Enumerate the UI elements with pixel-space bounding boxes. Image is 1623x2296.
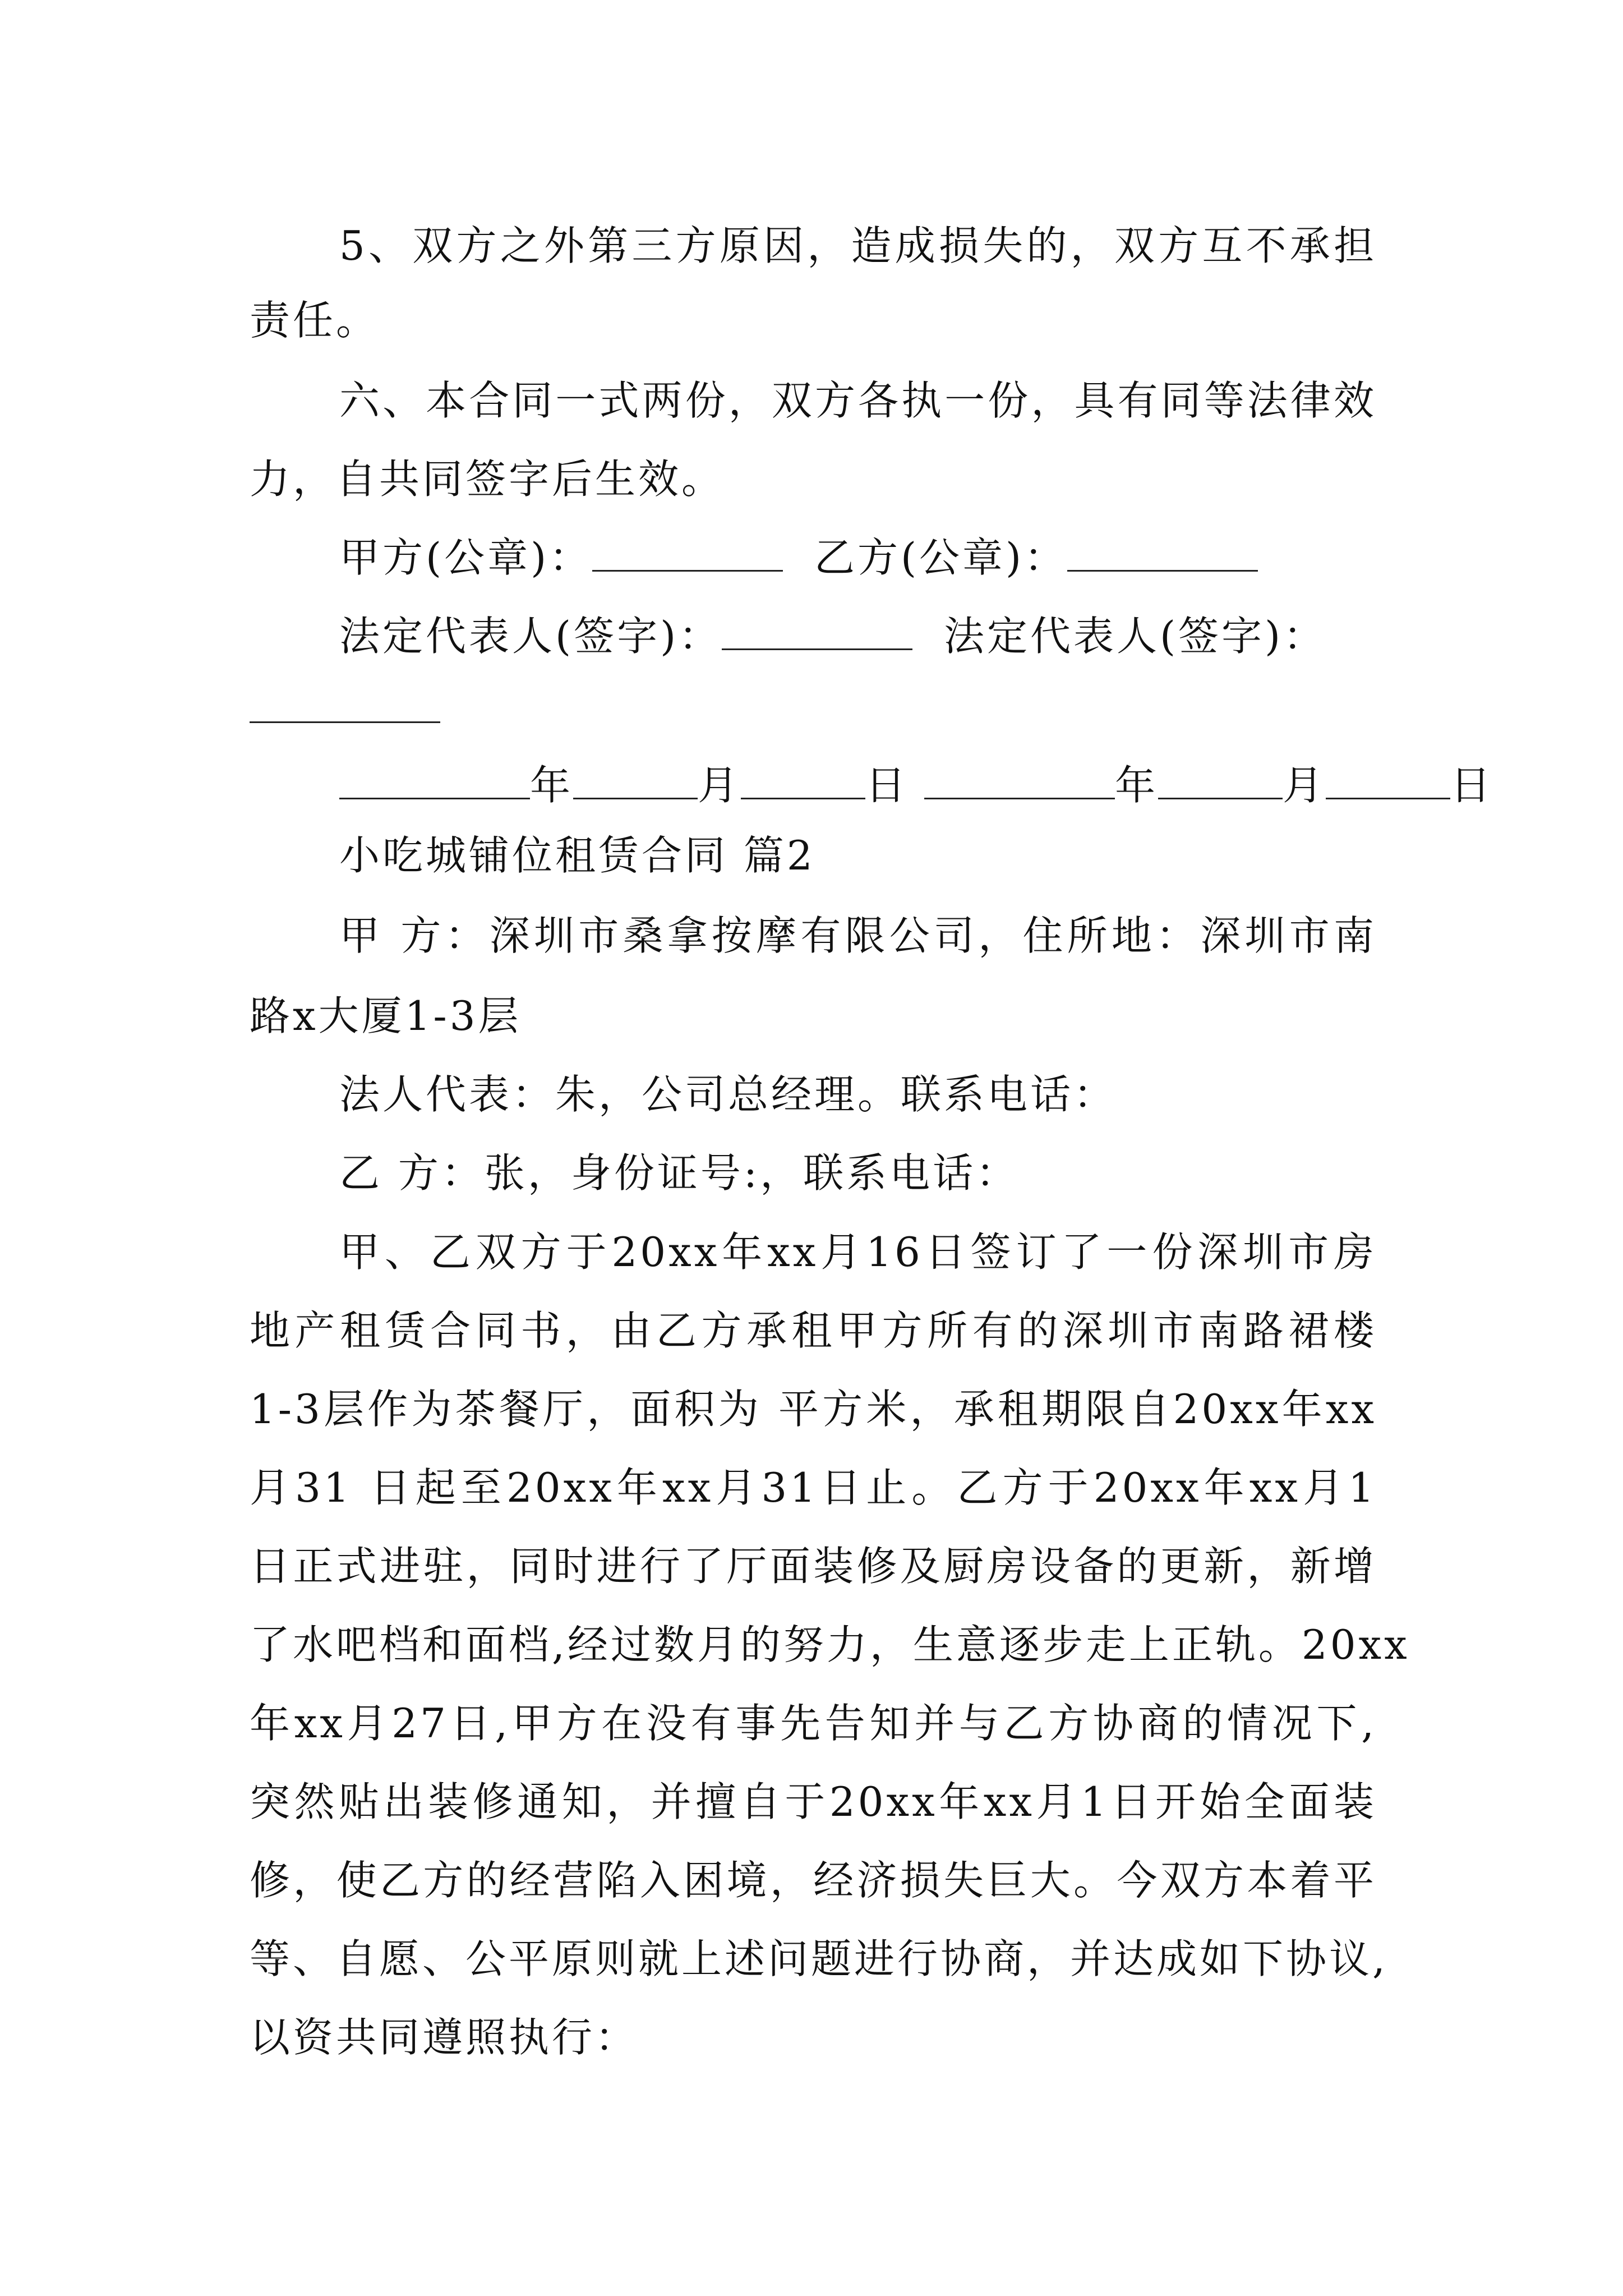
section-title: 小吃城铺位租赁合同 篇2 [339,832,815,879]
party-a-rep-blank[interactable] [722,610,912,650]
body-line: 月31 日起至20xx年xx月31日止。乙方于20xx年xx月1 [250,1464,1377,1511]
clause-5-line-2: 责任。 [250,297,380,344]
party-a-year-blank[interactable] [339,760,530,799]
party-a-day-blank[interactable] [741,760,865,799]
body-line: 以资共同遵照执行： [250,2014,639,2061]
day-unit: 日 [1450,762,1493,809]
body-line: 地产租赁合同书，由乙方承租甲方所有的深圳市南路裙楼 [250,1307,1377,1354]
party-b-month-blank[interactable] [1158,760,1283,799]
day-unit: 日 [865,762,909,809]
clause-6-line-2: 力，自共同签字后生效。 [250,455,725,503]
body-line: 了水吧档和面档,经过数月的努力，生意逐步走上正轨。20xx [250,1621,1410,1668]
representative-line [339,609,1377,663]
body-line: 甲、乙双方于20xx年xx月16日签订了一份深圳市房 [339,1228,1377,1276]
party-a-seal-label: 甲方(公章)： [339,534,593,581]
date-line [339,758,1493,812]
party-b-rep-label: 法定代表人(签字)： [943,613,1327,660]
party-a-seal-blank[interactable] [592,532,783,572]
party-b-seal-label: 乙方(公章)： [814,534,1068,581]
body-line: 修，使乙方的经营陷入困境，经济损失巨大。今双方本着平 [250,1857,1377,1904]
body-line: 日正式进驻，同时进行了厅面装修及厨房设备的更新，新增 [250,1543,1377,1590]
party-b-day-blank[interactable] [1326,760,1450,799]
party-b-year-blank[interactable] [924,760,1115,799]
body-line: 等、自愿、公平原则就上述问题进行协商，并达成如下协议, [250,1935,1388,1982]
party-b-seal-blank[interactable] [1067,532,1258,572]
legal-representative: 法人代表：朱，公司总经理。联系电话： [339,1071,1117,1118]
month-unit: 月 [698,762,741,809]
clause-6-line-1: 六、本合同一式两份，双方各执一份，具有同等法律效 [339,377,1377,424]
body-line: 年xx月27日,甲方在没有事先告知并与乙方协商的情况下, [250,1700,1377,1747]
party-a-line-2: 路x大厦1-3层 [250,992,522,1039]
party-b-rep-blank[interactable] [250,721,440,723]
year-unit: 年 [1114,762,1158,809]
party-a-rep-label: 法定代表人(签字)： [339,613,722,660]
party-b-line: 乙 方：张，身份证号:，联系电话： [339,1149,1020,1197]
party-a-line-1: 甲 方：深圳市桑拿按摩有限公司，住所地：深圳市南 [339,912,1377,959]
seal-line [339,531,1377,585]
body-line: 1-3层作为茶餐厅，面积为 平方米，承租期限自20xx年xx [250,1386,1377,1433]
party-a-month-blank[interactable] [573,760,698,799]
body-line: 突然贴出装修通知，并擅自于20xx年xx月1日开始全面装 [250,1778,1377,1825]
clause-5-line-1: 5、双方之外第三方原因，造成损失的，双方互不承担 [339,222,1377,269]
year-unit: 年 [530,762,574,809]
month-unit: 月 [1282,762,1326,809]
